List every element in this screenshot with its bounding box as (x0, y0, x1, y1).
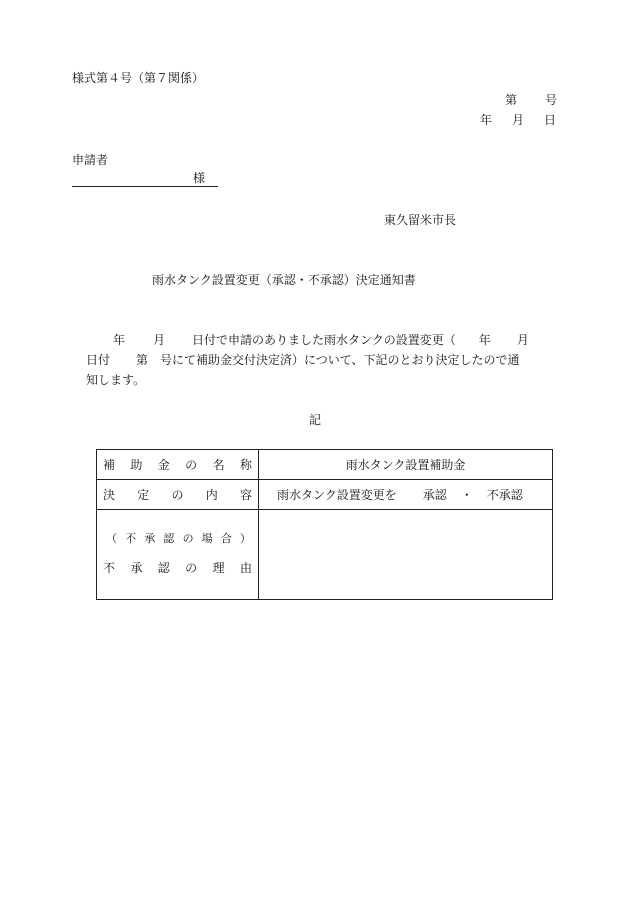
label-char: 理 (212, 561, 225, 575)
label-char: 助 (130, 457, 143, 472)
label-char: 容 (239, 487, 252, 502)
decision-content-value (259, 480, 553, 510)
decision-table (96, 449, 553, 600)
note-char: 合 (220, 532, 232, 545)
subsidy-name-label (97, 450, 259, 480)
label-char: 決 (103, 487, 116, 502)
label-char: 認 (157, 561, 170, 575)
applicant-label: 申請者 (72, 153, 109, 167)
issue-number-prefix: 第 (505, 93, 518, 107)
label-char: 称 (239, 457, 252, 472)
issue-number-suffix: 号 (545, 93, 558, 107)
note-char: 承 (144, 532, 156, 545)
label-char: 内 (205, 487, 218, 502)
label-char: 定 (137, 487, 150, 502)
body-line1-text: 日付で申請のありました雨水タンクの設置変更（ (192, 333, 456, 347)
label-char: 承 (130, 561, 143, 575)
decision-prefix: 雨水タンク設置変更を (277, 487, 397, 502)
label-char: 補 (103, 457, 116, 472)
body-line-1 (113, 332, 529, 348)
label-char: の (171, 487, 184, 502)
rejection-reason-value[interactable] (259, 510, 553, 600)
issue-number (505, 92, 557, 108)
rejection-note (97, 531, 258, 547)
ki-label: 記 (309, 413, 322, 427)
body-line2-dai: 第 (136, 353, 149, 367)
issue-month-label: 月 (512, 113, 525, 127)
document-title: 雨水タンク設置変更（承認・不承認）決定通知書 (152, 273, 416, 287)
issue-day-label: 日 (544, 113, 557, 127)
body-line1-month2: 月 (516, 333, 529, 347)
note-char: ） (239, 532, 251, 545)
issue-date (480, 112, 556, 128)
subsidy-name-value: 雨水タンク設置補助金 (259, 450, 553, 480)
label-char: 金 (157, 457, 170, 472)
label-char: 名 (212, 457, 225, 472)
note-char: （ (106, 532, 117, 545)
table-row (97, 480, 553, 510)
rejection-reason-label (97, 510, 259, 600)
issue-year-label: 年 (480, 113, 493, 127)
note-char: 認 (163, 532, 175, 545)
body-line1-year2: 年 (478, 333, 491, 347)
body-line1-month: 月 (153, 333, 166, 347)
issuer: 東久留米市長 (384, 213, 457, 227)
label-char: 不 (103, 561, 116, 575)
reject-option: 不承認 (486, 487, 523, 502)
note-char: 場 (201, 532, 213, 545)
body-line2-date: 日付 (86, 353, 111, 367)
label-char: の (185, 561, 198, 575)
body-line-2 (86, 352, 520, 368)
body-line-3: 知します。 (86, 373, 146, 387)
label-char: 由 (239, 561, 252, 575)
table-row (97, 450, 553, 480)
approve-option: 承認 (422, 487, 447, 502)
body-line1-year: 年 (113, 333, 126, 347)
label-char: の (185, 457, 198, 472)
decision-content-label (97, 480, 259, 510)
body-line2-text: 号にて補助金交付決定済）について、下記のとおり決定したので通 (160, 353, 520, 367)
form-number: 様式第４号（第７関係） (72, 71, 205, 85)
rejection-reason-title (97, 560, 258, 576)
note-char: の (182, 532, 194, 545)
option-separator: ・ (460, 487, 473, 502)
applicant-honorific: 様 (193, 171, 206, 185)
table-row (97, 510, 553, 600)
note-char: 不 (125, 532, 137, 545)
